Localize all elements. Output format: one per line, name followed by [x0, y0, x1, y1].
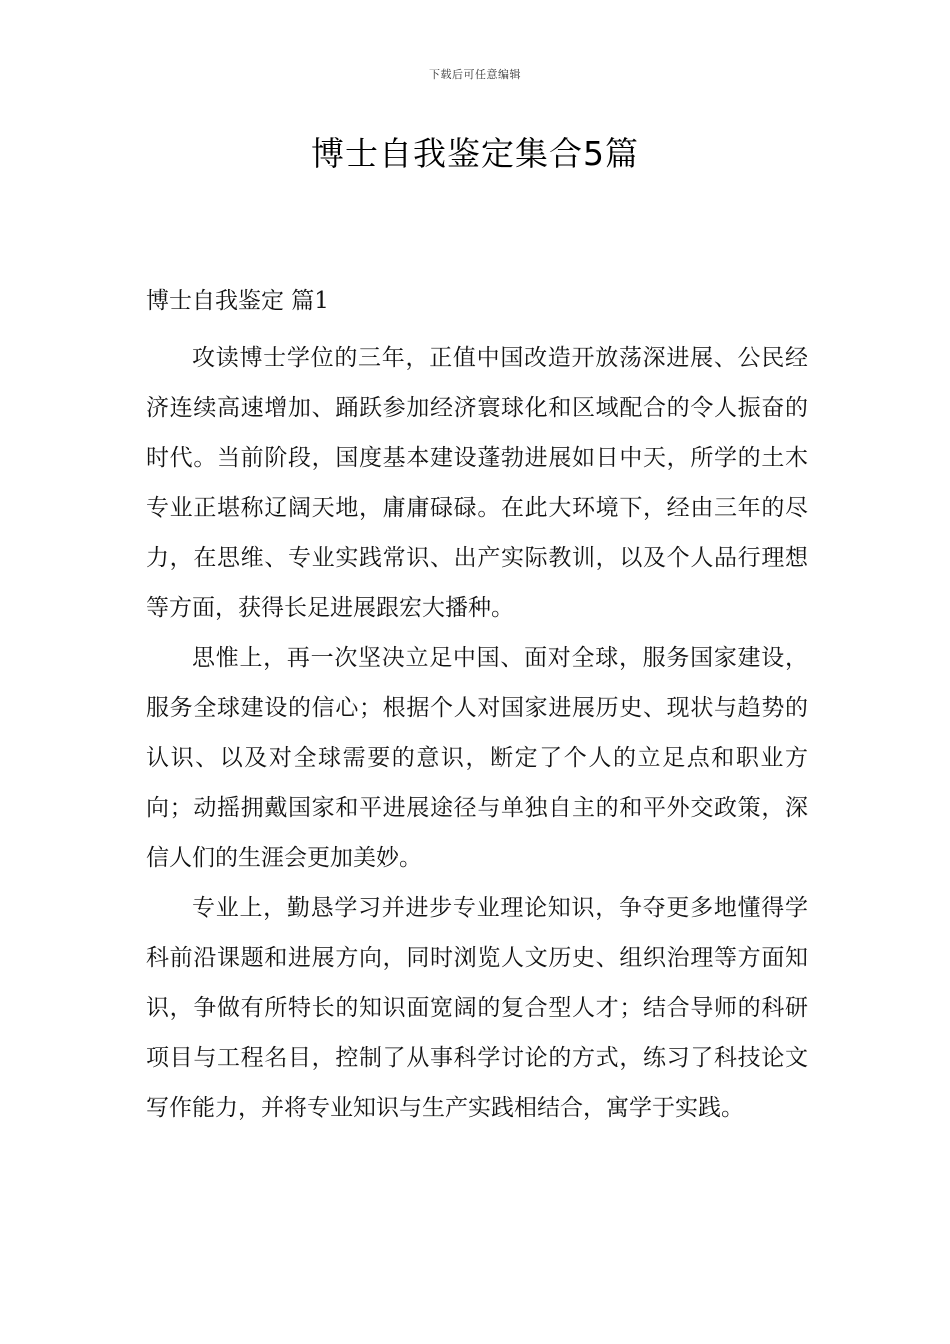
paragraph-2: 思惟上，再一次坚决立足中国、面对全球，服务国家建设，服务全球建设的信心；根据个人对国家进展历史、现状与趋势的认识、以及对全球需要的意识，断定了个人的立足点和职业方向；动摇拥戴国家和平进展途径与单独自主的和平外交政策，深信人们的生涯会更加美妙。	[146, 645, 808, 871]
paragraph-3: 专业上，勤恳学习并进步专业理论知识，争夺更多地懂得学科前沿课题和进展方向，同时浏览人文历史、组织治理等方面知识，争做有所特长的知识面宽阔的复合型人才；结合导师的科研项目与工程名目，控制了从事科学讨论的方式，练习了科技论文写作能力，并将专业知识与生产实践相结合，寓学于实践。	[146, 895, 808, 1121]
paragraph-1: 攻读博士学位的三年，正值中国改造开放荡深进展、公民经济连续高速增加、踊跃参加经济寰球化和区域配合的令人振奋的时代。当前阶段，国度基本建设蓬勃进展如日中天，所学的土木专业正堪称辽阔天地，庸庸碌碌。在此大环境下，经由三年的尽力，在思维、专业实践常识、出产实际教训，以及个人品行理想等方面，获得长足进展跟宏大播种。	[146, 345, 808, 621]
header-note: 下载后可任意编辑	[429, 68, 521, 81]
section-heading: 博士自我鉴定 篇1	[146, 288, 329, 314]
document-title: 博士自我鉴定集合5篇	[311, 134, 639, 173]
document-body	[146, 283, 808, 1133]
